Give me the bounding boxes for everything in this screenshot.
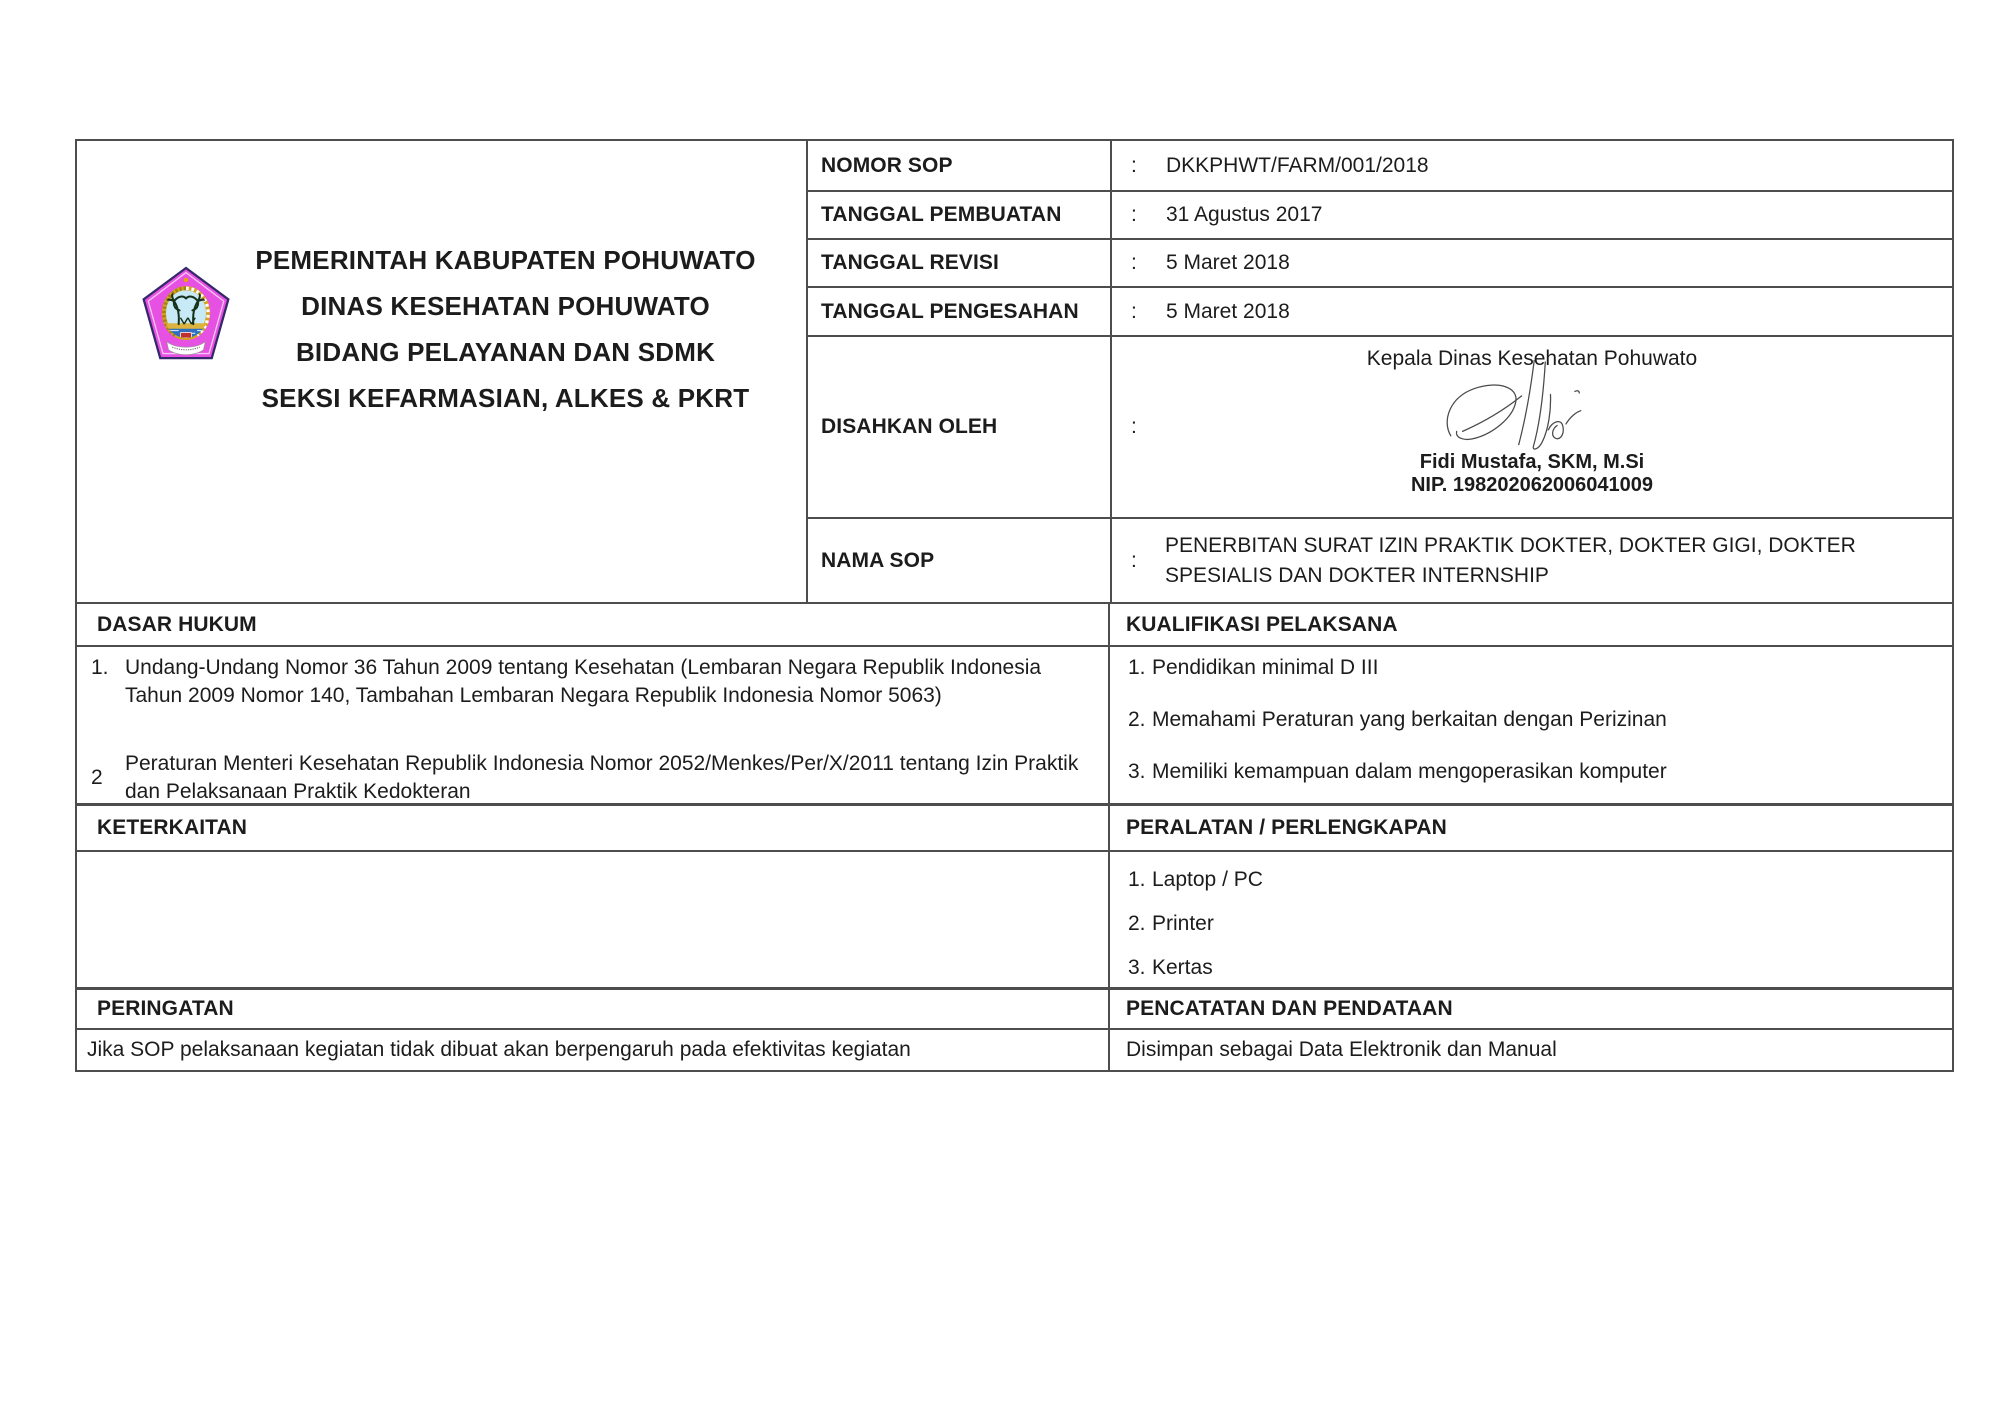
org-line-division: BIDANG PELAYANAN DAN SDMK — [295, 337, 716, 367]
dasar-hukum-content — [77, 647, 1110, 803]
label-nomor-sop: NOMOR SOP — [808, 141, 1112, 190]
signer-name: Fidi Mustafa, SKM, M.Si — [1419, 451, 1645, 473]
keterkaitan-content — [77, 852, 1110, 987]
list-item-number: 1. — [1128, 656, 1146, 679]
list-item-text: Pendidikan minimal D III — [1152, 656, 1379, 679]
sop-header-table — [75, 139, 1954, 1072]
row-nama-sop — [808, 519, 1952, 602]
heading-keterkaitan: KETERKAITAN — [77, 806, 1110, 850]
peralatan-content — [1110, 852, 1952, 987]
list-item-number: 2. — [1128, 912, 1146, 935]
colon-separator: : — [1131, 203, 1137, 226]
org-line-section: SEKSI KEFARMASIAN, ALKES & PKRT — [261, 383, 750, 413]
label-tanggal-pembuatan: TANGGAL PEMBUATAN — [808, 192, 1112, 238]
list-item-number: 2 — [91, 766, 103, 789]
value-nomor-sop: DKKPHWT/FARM/001/2018 — [1166, 153, 1429, 177]
value-tanggal-pengesahan-cell — [1112, 288, 1952, 335]
value-tanggal-revisi: 5 Maret 2018 — [1166, 251, 1290, 274]
pencatatan-content-cell — [1110, 1030, 1952, 1070]
heading-kualifikasi-pelaksana: KUALIFIKASI PELAKSANA — [1126, 612, 1398, 636]
handwritten-signature — [1382, 359, 1682, 455]
label-disahkan-oleh: DISAHKAN OLEH — [808, 337, 1112, 517]
top-block — [77, 141, 1952, 604]
value-nama-sop: PENERBITAN SURAT IZIN PRAKTIK DOKTER, DOKTER GIGI, DOKTER SPESIALIS DAN DOKTER INTERNSHIP — [1165, 533, 1856, 587]
pencatatan-content: Disimpan sebagai Data Elektronik dan Manual — [1126, 1038, 1557, 1061]
list-item-number: 1. — [91, 656, 109, 679]
list-item — [1110, 910, 1952, 938]
value-tanggal-pembuatan-cell — [1112, 192, 1952, 238]
list-item-text: Undang-Undang Nomor 36 Tahun 2009 tentang Kesehatan (Lembaran Negara Republik Indonesia Tahun 2009 Nomor 140, Tambahan Lembaran Negara Republik Indonesia Nomor 5063) — [125, 656, 1042, 707]
value-tanggal-pembuatan: 31 Agustus 2017 — [1166, 203, 1323, 226]
value-nomor-sop-cell — [1112, 141, 1952, 190]
list-item — [1110, 654, 1952, 682]
row-tanggal-revisi — [808, 240, 1952, 288]
colon-separator: : — [1131, 415, 1137, 438]
row-disahkan-oleh — [808, 337, 1952, 519]
list-item-text: Kertas — [1152, 956, 1213, 979]
org-line-agency: DINAS KESEHATAN POHUWATO — [301, 291, 710, 321]
heading-dasar-hukum: DASAR HUKUM — [77, 604, 1110, 645]
org-line-government: PEMERINTAH KABUPATEN POHUWATO — [255, 245, 756, 275]
list-item-number: 3. — [1128, 956, 1146, 979]
value-nama-sop-cell — [1112, 519, 1952, 602]
value-tanggal-revisi-cell — [1112, 240, 1952, 286]
peringatan-content-cell — [77, 1030, 1110, 1070]
peringatan-content: Jika SOP pelaksanaan kegiatan tidak dibuat akan berpengaruh pada efektivitas kegiatan — [87, 1038, 911, 1061]
section-content-peringatan-pencatatan — [77, 1030, 1952, 1070]
list-item-text: Memiliki kemampuan dalam mengoperasikan komputer — [1152, 760, 1667, 783]
signer-title: Kepala Dinas Kesehatan Pohuwato — [1366, 347, 1698, 370]
heading-pencatatan: PENCATATAN DAN PENDATAAN — [1126, 997, 1453, 1020]
section-headings-hukum-kualifikasi — [77, 604, 1952, 647]
colon-separator: : — [1131, 251, 1137, 274]
label-nama-sop: NAMA SOP — [808, 519, 1112, 602]
label-tanggal-revisi: TANGGAL REVISI — [808, 240, 1112, 286]
list-item-text: Laptop / PC — [1152, 868, 1263, 891]
value-tanggal-pengesahan: 5 Maret 2018 — [1166, 299, 1290, 323]
row-nomor-sop — [808, 141, 1952, 192]
section-content-hukum-kualifikasi — [77, 647, 1952, 806]
list-item — [77, 750, 1108, 806]
red-badge — [180, 332, 191, 338]
list-item — [1110, 758, 1952, 786]
list-item-text: Peraturan Menteri Kesehatan Republik Indonesia Nomor 2052/Menkes/Per/X/2011 tentang Izin Praktik dan Pelaksanaan Praktik Kedokteran — [125, 752, 1079, 803]
heading-peralatan: PERALATAN / PERLENGKAPAN — [1126, 816, 1447, 839]
list-item-number: 2. — [1128, 708, 1146, 731]
org-lines — [227, 237, 784, 421]
list-item — [1110, 866, 1952, 894]
meta-column — [808, 141, 1952, 602]
section-headings-peringatan-pencatatan — [77, 990, 1952, 1030]
signature-block — [1112, 337, 1952, 497]
row-tanggal-pengesahan — [808, 288, 1952, 337]
signer-nip: NIP. 198202062006041009 — [1410, 474, 1654, 496]
label-tanggal-pengesahan: TANGGAL PENGESAHAN — [808, 288, 1112, 335]
colon-separator: : — [1131, 299, 1137, 323]
pohuwato-regency-seal-logo — [140, 265, 232, 363]
list-item-number: 3. — [1128, 760, 1146, 783]
list-item — [1110, 954, 1952, 982]
list-item — [77, 654, 1108, 710]
value-disahkan-cell — [1112, 337, 1952, 517]
star-dot — [184, 278, 188, 282]
section-content-keterkaitan-peralatan — [77, 852, 1952, 990]
section-headings-keterkaitan-peralatan — [77, 806, 1952, 852]
kualifikasi-content — [1110, 647, 1952, 803]
colon-separator: : — [1131, 548, 1137, 572]
list-item-text: Printer — [1152, 912, 1214, 935]
list-item — [1110, 706, 1952, 734]
heading-peringatan: PERINGATAN — [77, 990, 1110, 1028]
list-item-text: Memahami Peraturan yang berkaitan dengan Perizinan — [1152, 708, 1667, 731]
row-tanggal-pembuatan — [808, 192, 1952, 240]
list-item-number: 1. — [1128, 868, 1146, 891]
colon-separator: : — [1131, 153, 1137, 177]
org-identity-cell — [77, 141, 808, 602]
